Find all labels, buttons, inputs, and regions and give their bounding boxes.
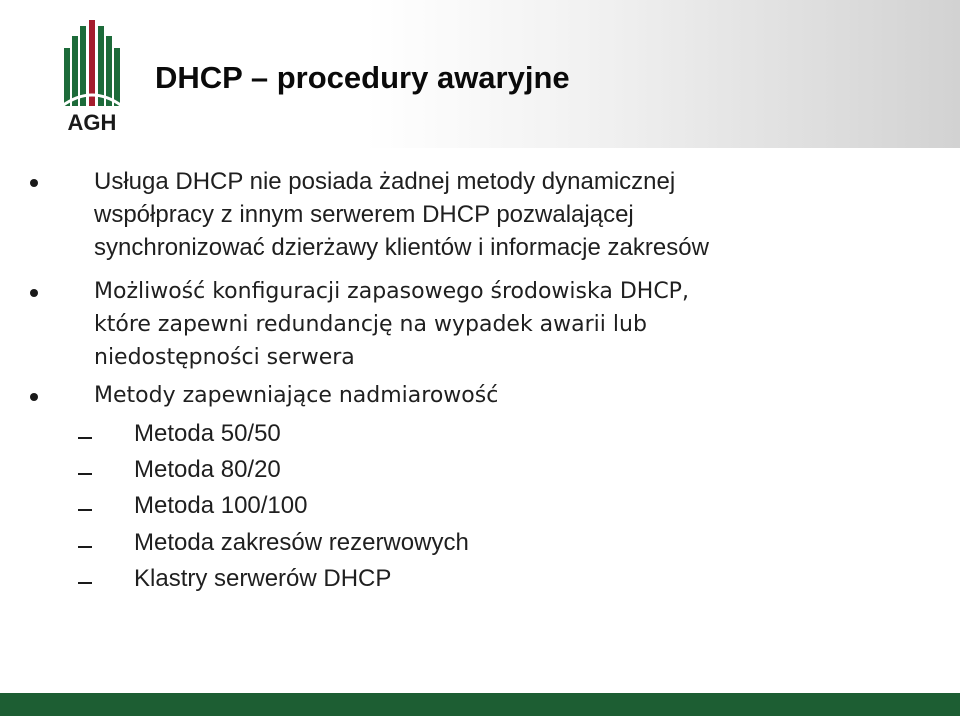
sub-item-label: Klastry serwerów DHCP xyxy=(134,565,392,592)
bullet-line: Możliwość konfiguracji zapasowego środowiska DHCP, xyxy=(94,279,689,304)
bullet-line: Usługa DHCP nie posiada żadnej metody dynamicznej xyxy=(94,168,676,195)
bullet-line: niedostępności serwera xyxy=(94,345,355,370)
bullet-line: synchronizować dzierżawy klientów i informacje zakresów xyxy=(94,234,709,261)
agh-logo xyxy=(52,14,132,134)
footer-bar xyxy=(0,693,960,716)
logo-text: AGH xyxy=(67,110,117,134)
bullet-icon xyxy=(30,179,38,187)
bullet-line: współpracy z innym serwerem DHCP pozwalającej xyxy=(94,201,634,228)
bullet-icon xyxy=(30,289,38,297)
dash-icon xyxy=(78,582,92,584)
dash-icon xyxy=(78,509,92,511)
sub-item-label: Metoda 50/50 xyxy=(134,420,281,447)
bullet-line: Metody zapewniające nadmiarowość xyxy=(94,383,499,408)
dash-icon xyxy=(78,437,92,439)
sub-item-label: Metoda 80/20 xyxy=(134,456,281,483)
slide-header xyxy=(0,0,960,148)
sub-item-label: Metoda 100/100 xyxy=(134,492,308,519)
sub-item-label: Metoda zakresów rezerwowych xyxy=(134,529,469,556)
dash-icon xyxy=(78,473,92,475)
bullet-icon xyxy=(30,393,38,401)
slide-title: DHCP – procedury awaryjne xyxy=(155,60,570,95)
bullet-line: które zapewni redundancję na wypadek awarii lub xyxy=(94,312,647,337)
dash-icon xyxy=(78,546,92,548)
